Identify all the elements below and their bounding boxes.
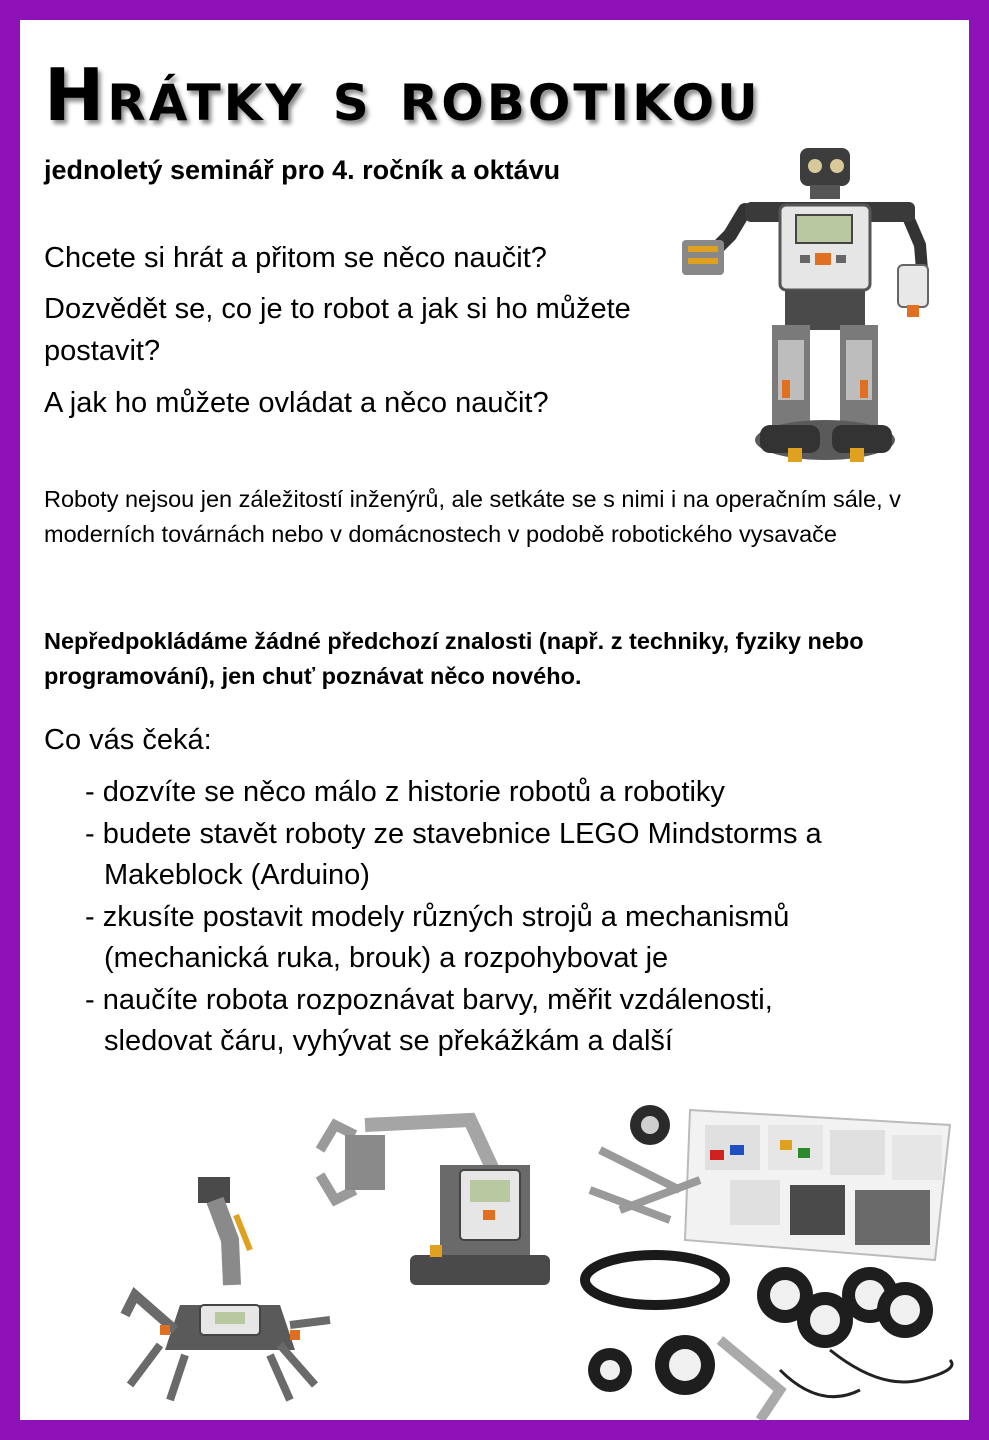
list-item-continuation: sledovat čáru, vyhývat se překážkám a další — [104, 1025, 673, 1057]
poster-subtitle: jednoletý seminář pro 4. ročník a oktávu — [44, 155, 561, 185]
list-item-continuation: Makeblock (Arduino) — [104, 859, 370, 891]
intro-paragraph: Roboty nejsou jen záležitostí inženýrů, ale setkáte se s nimi i na operačním sále, v moderních továrnách nebo v domácnostech v podobě robotického vysavače — [44, 486, 901, 547]
lego-parts-image — [580, 1090, 960, 1430]
prerequisites-note: Nepředpokládáme žádné předchozí znalosti (např. z techniky, fyziky nebo programování), jen chuť poznávat něco nového. — [44, 628, 864, 689]
question-2: Dozvědět se, co je to robot a jak si ho můžete postavit? — [44, 293, 631, 367]
list-item — [85, 897, 945, 980]
list-item-line: - dozvíte se něco málo z historie robotů a robotiky — [85, 776, 725, 808]
list-item — [85, 814, 945, 897]
list-item — [85, 772, 945, 814]
list-heading: Co vás čeká: — [44, 724, 212, 756]
list-item-continuation: (mechanická ruka, brouk) a rozpohybovat je — [104, 942, 669, 974]
list-item-line: - naučíte robota rozpoznávat barvy, měřit vzdálenosti, — [85, 983, 773, 1016]
list-item — [85, 980, 945, 1063]
list-item-line: - budete stavět roboty ze stavebnice LEGO Mindstorms a — [85, 817, 822, 850]
question-1: Chcete si hrát a přitom se něco naučit? — [44, 242, 547, 274]
robotic-arm-image — [300, 1105, 560, 1305]
list-item-line: - zkusíte postavit modely různých strojů a mechanismů — [85, 900, 790, 933]
question-3: A jak ho můžete ovládat a něco naučit? — [44, 387, 549, 419]
humanoid-robot-image — [660, 140, 950, 475]
what-awaits-list — [85, 772, 945, 1063]
poster-title: Hrátky s robotikou — [44, 53, 761, 137]
